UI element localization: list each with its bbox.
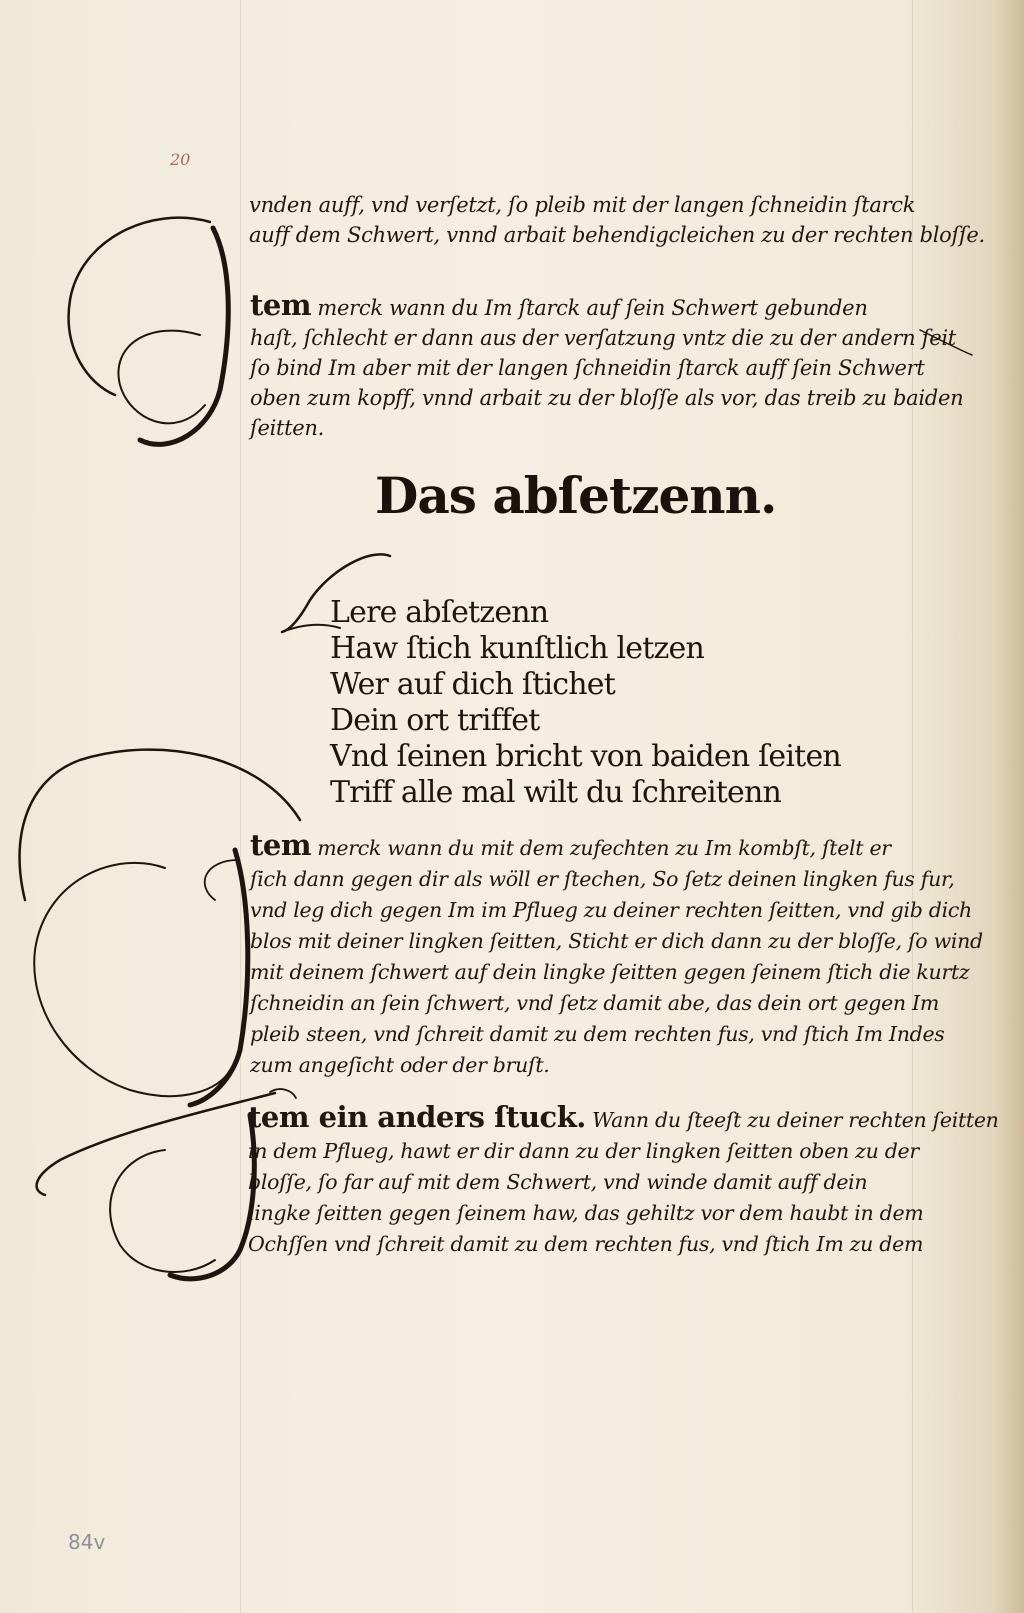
text-line: tem merck wann du mit dem zufechten zu Im kombſt, ſtelt er (250, 828, 891, 862)
paragraph-lead: tem ein anders ſtuck. (248, 1100, 586, 1134)
verse-line: Triff alle mal wilt du ſchreitenn (330, 775, 782, 810)
initial-flourish-swash (270, 1089, 296, 1098)
text-line: auff dem Schwert, vnnd arbait behendigcleichen zu der rechten bloſſe. (249, 223, 985, 247)
paragraph-2 (250, 290, 963, 443)
text-line: mit deinem ſchwert auf dein lingke ſeitten gegen ſeinem ſtich die kurtz (250, 960, 970, 984)
initial-flourish-loop (118, 331, 205, 424)
text-line: ſchneidin an ſein ſchwert, vnd ſetz damit abe, das dein ort gegen Im (250, 991, 939, 1015)
paragraph-1 (249, 190, 985, 250)
verse-line: Haw ſtich kunſtlich letzen (330, 631, 704, 666)
text-line: bloſſe, ſo far auf mit dem Schwert, vnd winde damit auff dein (248, 1170, 868, 1194)
paragraph-lead: tem (250, 828, 312, 862)
paragraph-3 (250, 830, 983, 1081)
text-line: haſt, ſchlecht er dann aus der verſatzung vntz die zu der andern ſeit (250, 326, 956, 350)
section-heading: Das abſetzenn. (375, 466, 777, 525)
text-line: vnden auff, vnd verſetzt, ſo pleib mit der langen ſchneidin ſtarck (249, 193, 916, 217)
folio-number: 84v (68, 1530, 106, 1554)
text-line: ſich dann gegen dir als wöll er ſtechen, So ſetz deinen lingken fus fur, (250, 867, 955, 891)
verse-line: Wer auf dich ſtichet (330, 667, 616, 702)
text-line: zum angeſicht oder der bruſt. (250, 1053, 550, 1077)
initial-flourish-stem (170, 1115, 254, 1279)
margin-note: 20 (170, 150, 191, 169)
verse-line: Vnd ſeinen bricht von baiden ſeiten (330, 739, 841, 774)
verse-line: Dein ort triffet (330, 703, 540, 738)
text-line: oben zum kopff, vnnd arbait zu der bloſſe als vor, das treib zu baiden (250, 386, 964, 410)
text-line: tem ein anders ſtuck. Wann du ſteeſt zu deiner rechten ſeitten (248, 1100, 999, 1134)
margin-rule-left (240, 0, 241, 1613)
text-line: blos mit deiner lingken ſeitten, Sticht er dich dann zu der bloſſe, ſo wind (250, 929, 983, 953)
text-line: ſeitten. (250, 416, 325, 440)
initial-flourish-top (69, 218, 210, 395)
text-line: vnd leg dich gegen Im im Pflueg zu deiner rechten ſeitten, vnd gib dich (250, 898, 972, 922)
text-line: Ochſſen vnd ſchreit damit zu dem rechten fus, vnd ſtich Im zu dem (248, 1232, 924, 1256)
text-line: lingke ſeitten gegen ſeinem haw, das gehiltz vor dem haubt in dem (248, 1201, 924, 1225)
text-line: ſo bind Im aber mit der langen ſchneidin ſtarck auff ſein Schwert (250, 356, 925, 380)
initial-flourish-curl (205, 860, 238, 900)
text-line: pleib steen, vnd ſchreit damit zu dem rechten fus, vnd ſtich Im Indes (250, 1022, 945, 1046)
initial-flourish-loop (110, 1150, 215, 1272)
paragraph-4 (248, 1102, 999, 1260)
initial-flourish-loop (34, 863, 230, 1096)
paragraph-lead: tem (250, 288, 312, 322)
verse-line: Lere abſetzenn (330, 595, 549, 630)
text-line: tem merck wann du Im ſtarck auf ſein Schwert gebunden (250, 288, 868, 322)
initial-flourish-stem (140, 228, 228, 444)
verse-block (330, 595, 841, 811)
text-line: in dem Pflueg, hawt er dir dann zu der lingken ſeitten oben zu der (248, 1139, 919, 1163)
